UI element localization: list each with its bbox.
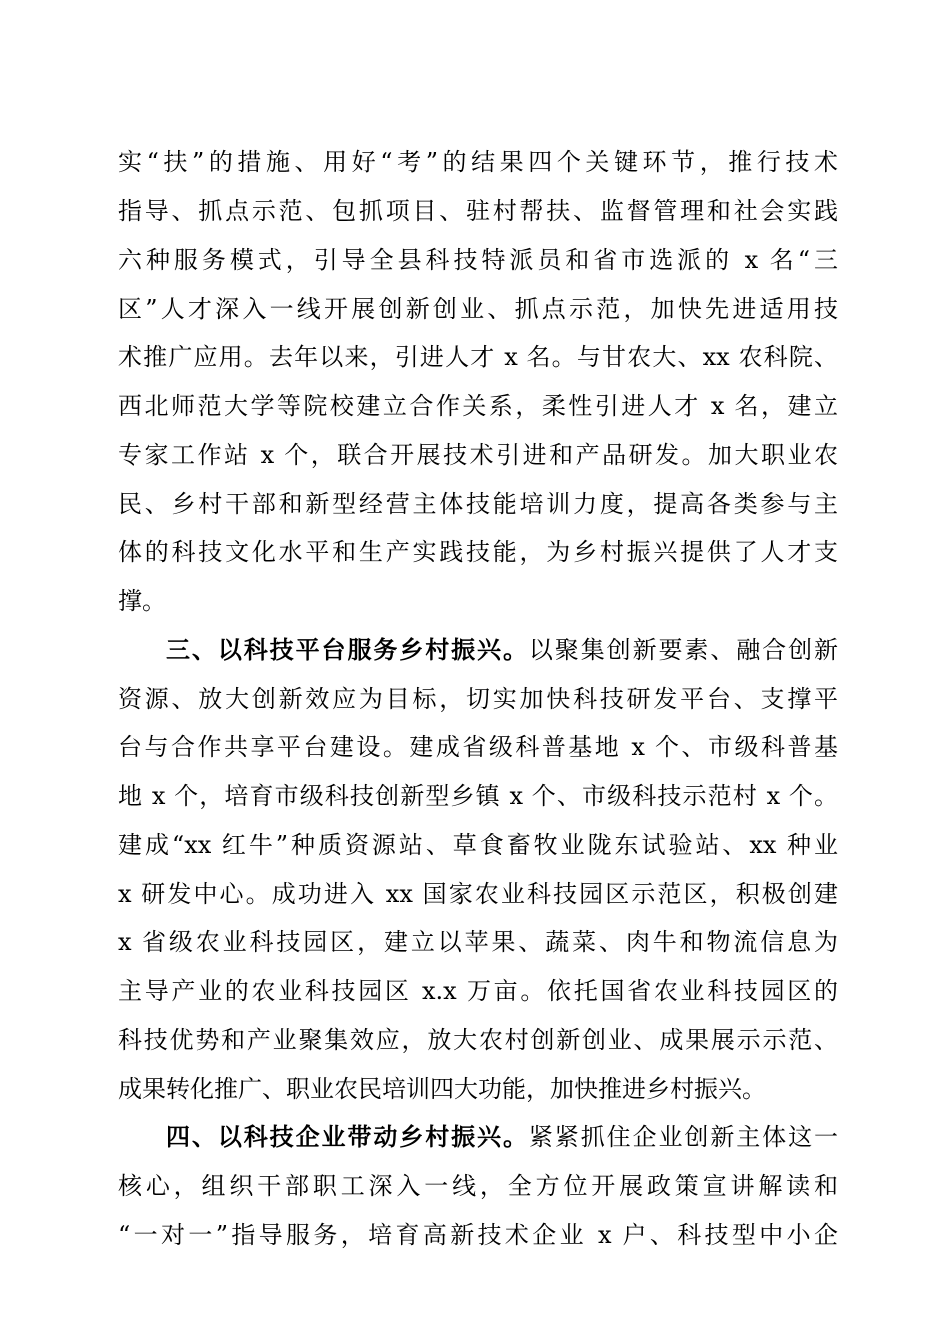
- text-line: 指导、抓点示范、包抓项目、驻村帮扶、监督管理和社会实践: [118, 197, 838, 225]
- text-line: 核心，组织干部职工深入一线，全方位开展政策宣讲解读和: [118, 1172, 838, 1200]
- text-line: 地 x 个，培育市级科技创新型乡镇 x 个、市级科技示范村 x 个。: [118, 782, 838, 810]
- text-line: 主导产业的农业科技园区 x.x 万亩。依托国省农业科技园区的: [118, 977, 838, 1005]
- text-line: 专家工作站 x 个，联合开展技术引进和产品研发。加大职业农: [118, 441, 838, 469]
- text-line: 科技优势和产业聚集效应，放大农村创新创业、成果展示示范、: [118, 1026, 838, 1054]
- text-line: x 研发中心。成功进入 xx 国家农业科技园区示范区，积极创建: [118, 880, 838, 908]
- section-heading-line: [166, 633, 838, 667]
- text-line: 民、乡村干部和新型经营主体技能培训力度，提高各类参与主: [118, 490, 838, 518]
- section-heading: 四、以科技企业带动乡村振兴。: [166, 1122, 529, 1151]
- section-heading-line: [166, 1120, 838, 1154]
- section-heading: 三、以科技平台服务乡村振兴。: [166, 635, 529, 664]
- text-line: 成果转化推广、职业农民培训四大功能，加快推进乡村振兴。: [118, 1075, 766, 1103]
- text-line: 实“扶”的措施、用好“考”的结果四个关键环节，推行技术: [118, 148, 838, 176]
- text-line: 区”人才深入一线开展创新创业、抓点示范，加快先进适用技: [118, 295, 838, 323]
- text-line: x 省级农业科技园区，建立以苹果、蔬菜、肉牛和物流信息为: [118, 928, 838, 956]
- text-span: 以聚集创新要素、融合创新: [528, 636, 839, 664]
- text-line: 体的科技文化水平和生产实践技能，为乡村振兴提供了人才支: [118, 538, 838, 566]
- text-line: 撑。: [118, 587, 166, 615]
- text-span: 紧紧抓住企业创新主体这一: [528, 1123, 839, 1151]
- text-line: 台与合作共享平台建设。建成省级科普基地 x 个、市级科普基: [118, 733, 838, 761]
- text-line: 资源、放大创新效应为目标，切实加快科技研发平台、支撑平: [118, 685, 838, 713]
- text-line: 六种服务模式，引导全县科技特派员和省市选派的 x 名“三: [118, 246, 838, 274]
- text-line: “一对一”指导服务，培育高新技术企业 x 户、科技型中小企: [118, 1221, 838, 1249]
- text-line: 术推广应用。去年以来，引进人才 x 名。与甘农大、xx 农科院、: [118, 343, 838, 371]
- text-line: 西北师范大学等院校建立合作关系，柔性引进人才 x 名，建立: [118, 392, 838, 420]
- text-line: 建成“xx 红牛”种质资源站、草食畜牧业陇东试验站、xx 种业: [118, 831, 838, 859]
